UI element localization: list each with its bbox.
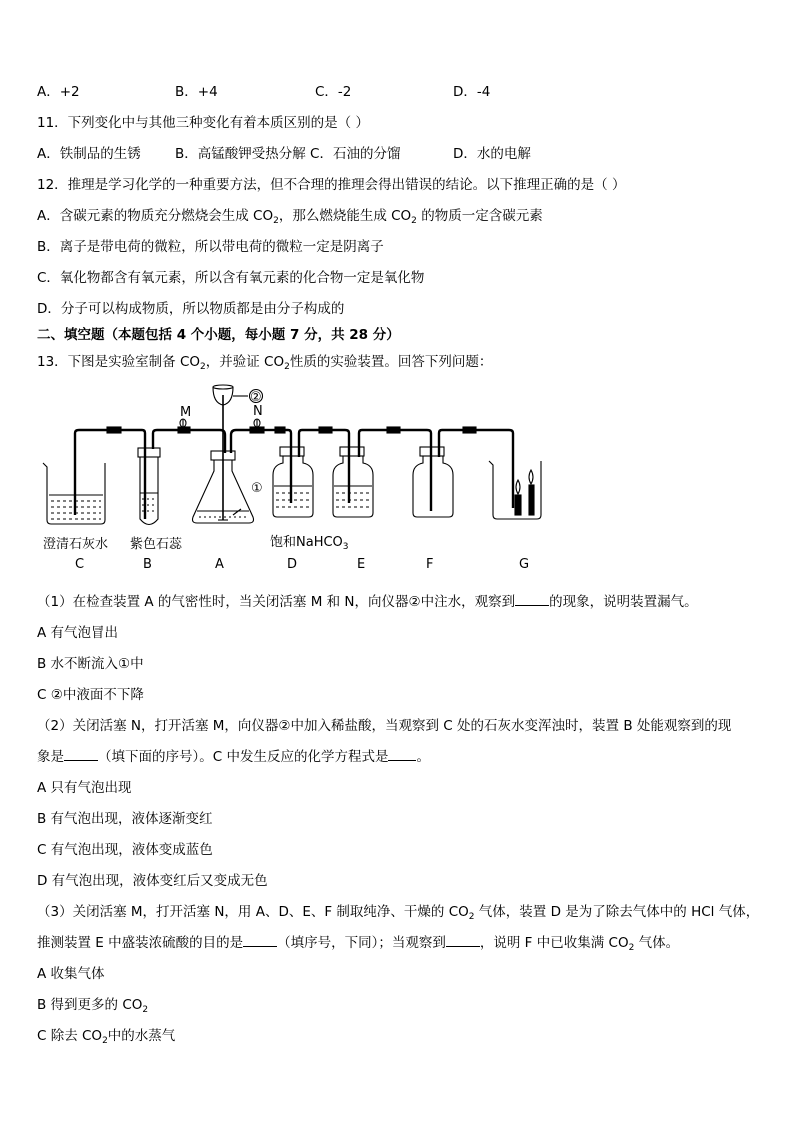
q13-part2-option-b: B 有气泡出现，液体逐渐变红 (37, 811, 213, 827)
q13-part1-option-b: B 水不断流入①中 (37, 656, 144, 672)
rubber-connector (107, 427, 121, 433)
valve-m-label: M (180, 405, 192, 420)
q12-option-a-text3: 的物质一定含碳元素 (416, 208, 543, 224)
beaker-g-candles (489, 461, 541, 519)
q10-option-b: B．+4 (175, 84, 218, 100)
q13-part1 (37, 593, 698, 611)
q13-part3-text3: 推测装置 E 中盛装浓硫酸的目的是 (37, 935, 244, 951)
q13-part2-text1: 象是 (37, 749, 64, 765)
letter-c: C (75, 557, 85, 572)
q13-part2-option-c: C 有气泡出现，液体变成蓝色 (37, 842, 213, 858)
beaker-c (43, 438, 105, 524)
answer-blank[interactable] (64, 748, 98, 761)
q10-option-c: C．-2 (315, 84, 352, 100)
subscript: 2 (273, 216, 279, 226)
letter-e: E (357, 557, 366, 572)
q13-part3-option-b (37, 996, 148, 1014)
clamp-n (250, 419, 264, 433)
q13-part3-text4: （填序号，下同）；当观察到 (277, 935, 446, 951)
q13-part3-text2: 气体，装置 D 是为了除去气体中的 HCl 气体， (474, 904, 760, 920)
funnel-label: ② (250, 390, 262, 405)
q12-option-b: B．离子是带电荷的微粒，所以带电荷的微粒一定是阴离子 (37, 239, 384, 255)
bottle-d-content-chem: NaHCO (296, 535, 343, 550)
q11-option-b: B．高锰酸钾受热分解 C．石油的分馏 (175, 146, 401, 162)
bottle-d (273, 438, 313, 517)
q13-part1-option-a: A 有气泡冒出 (37, 625, 119, 641)
rubber-connector (463, 427, 476, 433)
letter-a: A (215, 557, 224, 572)
q13-stem (37, 353, 492, 371)
q13-part2-option-d: D 有气泡出现，液体变红后又变成无色 (37, 873, 268, 889)
q13-part3-option-b-text: B 得到更多的 CO (37, 997, 143, 1013)
answer-blank[interactable] (515, 593, 549, 606)
answer-blank[interactable] (446, 934, 480, 947)
q13-part1-text2: 的现象，说明装置漏气。 (549, 594, 698, 610)
q10-option-a: A．+2 (37, 84, 80, 100)
q12-option-a-text2: ，那么燃烧能生成 CO (278, 208, 412, 224)
tube-e-f (359, 430, 431, 511)
subscript: 2 (411, 216, 417, 226)
q11-option-d: D．水的电解 (453, 146, 531, 162)
letter-d: D (287, 557, 298, 572)
q13-part3-option-c-text1: C 除去 CO (37, 1028, 103, 1044)
q13-stem-text1: 13．下图是实验室制备 CO (37, 354, 201, 370)
q12-stem: 12．推理是学习化学的一种重要方法，但不合理的推理会得出错误的结论。以下推理正确的是（ ） (37, 177, 626, 193)
bottle-d-content-text: 饱和 (270, 535, 297, 550)
tube-d-e (299, 430, 349, 503)
q10-option-d: D．-4 (453, 84, 491, 100)
bottle-e (333, 438, 373, 517)
letter-f: F (426, 557, 434, 572)
rubber-connector (387, 427, 400, 433)
q13-part2-text2: （填下面的序号）。C 中发生反应的化学方程式是 (98, 749, 389, 765)
q12-option-a-text1: A．含碳元素的物质充分燃烧会生成 CO (37, 208, 274, 224)
subscript: 2 (628, 943, 635, 953)
subscript: 2 (142, 1005, 149, 1015)
section-heading: 二、填空题（本题包括 4 个小题，每小题 7 分，共 28 分） (37, 327, 400, 343)
q13-part2-line1: （2）关闭活塞 N，打开活塞 M，向仪器②中加入稀盐酸，当观察到 C 处的石灰水变浑浊时，装置 B 处能观察到的现 (37, 718, 732, 734)
q12-option-d: D．分子可以构成物质，所以物质都是由分子构成的 (37, 301, 345, 317)
q13-part3-text1: （3）关闭活塞 M，打开活塞 N，用 A、D、E、F 制取纯净、干燥的 CO (37, 904, 469, 920)
bottle-f (413, 438, 453, 517)
q13-part3-line2 (37, 934, 679, 952)
q13-stem-text3: 性质的实验装置。回答下列问题： (289, 354, 493, 370)
rubber-connector (319, 427, 332, 433)
q11-option-a: A．铁制品的生锈 (37, 146, 141, 162)
flask-a (193, 395, 254, 523)
q13-part2-line2 (37, 748, 430, 766)
q13-part1-option-c: C ②中液面不下降 (37, 687, 144, 703)
q13-part3-text6: 气体。 (634, 935, 680, 951)
letter-b: B (143, 557, 152, 572)
subscript: 2 (468, 912, 475, 922)
subscript: 2 (102, 1036, 108, 1046)
tube-c-b (75, 430, 225, 453)
q13-part1-text1: （1）在检查装置 A 的气密性时，当关闭活塞 M 和 N，向仪器②中注水，观察到 (37, 594, 516, 610)
q13-part3-line1 (37, 903, 759, 921)
clamp-m (178, 419, 190, 433)
q13-part3-option-c-text2: 中的水蒸气 (107, 1028, 176, 1044)
q13-part3-text5: ，说明 F 中已收集满 CO (479, 935, 629, 951)
rubber-connector (275, 427, 285, 433)
q13-stem-text2: ，并验证 CO (205, 354, 285, 370)
answer-blank[interactable] (388, 748, 416, 761)
q13-part2-option-a: A 只有气泡出现 (37, 780, 132, 796)
q13-part3-option-a: A 收集气体 (37, 966, 105, 982)
q12-option-c: C．氧化物都含有氧元素，所以含有氧元素的化合物一定是氧化物 (37, 270, 425, 286)
bottle-d-content-label (270, 531, 349, 550)
tube-f-g (439, 430, 513, 508)
valve-n-label: N (253, 404, 263, 419)
answer-blank[interactable] (243, 934, 277, 947)
subscript: 2 (284, 362, 290, 372)
letter-g: G (519, 557, 530, 572)
subscript: 3 (342, 542, 349, 552)
flask-label: ① (251, 481, 263, 496)
beaker-c-content-label: 澄清石灰水 (43, 537, 109, 552)
subscript: 2 (200, 362, 206, 372)
test-tube-b (138, 438, 160, 525)
q12-option-a (37, 207, 543, 225)
tube-b-content-label: 紫色石蕊 (130, 537, 183, 552)
q13-part3-option-c (37, 1027, 175, 1045)
q13-part2-text3: 。 (416, 749, 430, 765)
q11-stem: 11．下列变化中与其他三种变化有着本质区别的是（ ） (37, 115, 369, 131)
